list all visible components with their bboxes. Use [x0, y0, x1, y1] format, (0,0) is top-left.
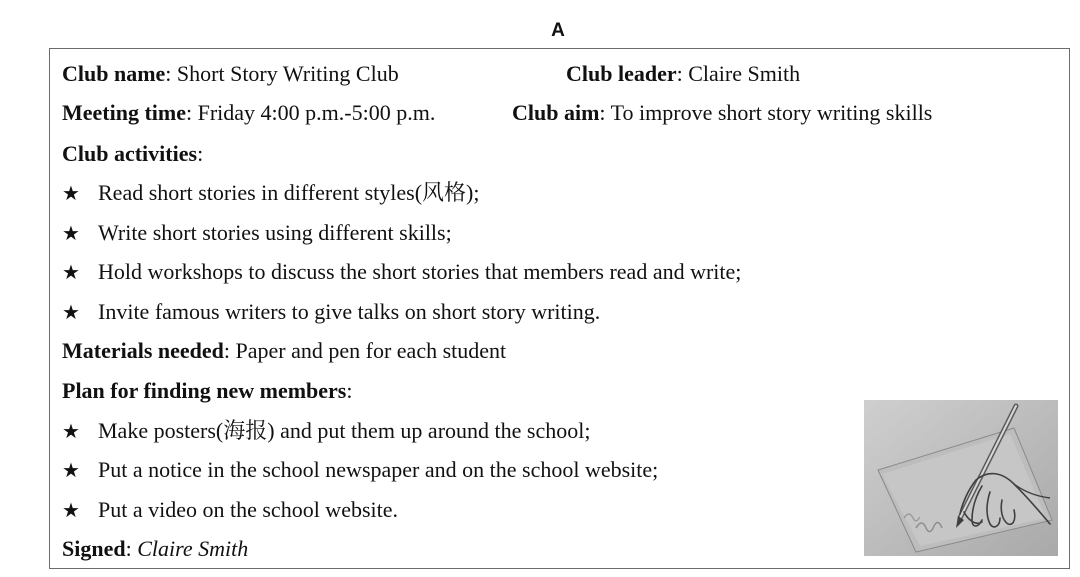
club-activities-colon: : — [197, 141, 204, 166]
club-leader-row — [566, 60, 800, 88]
club-name-value: : Short Story Writing Club — [165, 61, 399, 86]
meeting-time-row — [62, 99, 435, 127]
list-item — [62, 258, 741, 286]
activity-text: Invite famous writers to give talks on short story writing. — [98, 299, 601, 324]
signed-label: Signed — [62, 536, 126, 561]
meeting-time-label: Meeting time — [62, 100, 186, 125]
list-item — [62, 417, 590, 445]
club-leader-label: Club leader — [566, 61, 677, 86]
star-bullet-icon: ★ — [62, 221, 80, 245]
list-item — [62, 298, 600, 326]
plan-text: Put a notice in the school newspaper and on the school website; — [98, 457, 659, 482]
list-item — [62, 456, 658, 484]
club-activities-heading — [62, 140, 203, 168]
club-aim-value: : To improve short story writing skills — [599, 100, 933, 125]
plan-heading — [62, 377, 353, 405]
meeting-time-value: : Friday 4:00 p.m.-5:00 p.m. — [186, 100, 436, 125]
star-bullet-icon: ★ — [62, 498, 80, 522]
plan-text: Put a video on the school website. — [98, 497, 399, 522]
signed-row — [62, 535, 248, 563]
section-heading: A — [551, 20, 565, 41]
materials-row — [62, 337, 506, 365]
hand-writing-with-pen-icon — [864, 400, 1058, 556]
materials-value: : Paper and pen for each student — [223, 338, 507, 363]
club-name-label: Club name — [62, 61, 166, 86]
signed-name: Claire Smith — [137, 536, 249, 561]
plan-colon: : — [346, 378, 353, 403]
plan-label: Plan for finding new members — [62, 378, 347, 403]
club-leader-value: : Claire Smith — [676, 61, 801, 86]
star-bullet-icon: ★ — [62, 419, 80, 443]
star-bullet-icon: ★ — [62, 300, 80, 324]
signed-colon: : — [125, 536, 138, 561]
list-item — [62, 179, 479, 207]
star-bullet-icon: ★ — [62, 458, 80, 482]
activity-text: Read short stories in different styles(风格); — [98, 180, 480, 205]
star-bullet-icon: ★ — [62, 181, 80, 205]
club-aim-row — [512, 99, 932, 127]
star-bullet-icon: ★ — [62, 260, 80, 284]
club-activities-label: Club activities — [62, 141, 198, 166]
list-item — [62, 219, 452, 247]
club-name-row — [62, 60, 399, 88]
list-item — [62, 496, 398, 524]
plan-text: Make posters(海报) and put them up around the school; — [98, 418, 591, 443]
activity-text: Hold workshops to discuss the short stories that members read and write; — [98, 259, 742, 284]
club-aim-label: Club aim — [512, 100, 600, 125]
activity-text: Write short stories using different skills; — [98, 220, 452, 245]
materials-label: Materials needed — [62, 338, 224, 363]
